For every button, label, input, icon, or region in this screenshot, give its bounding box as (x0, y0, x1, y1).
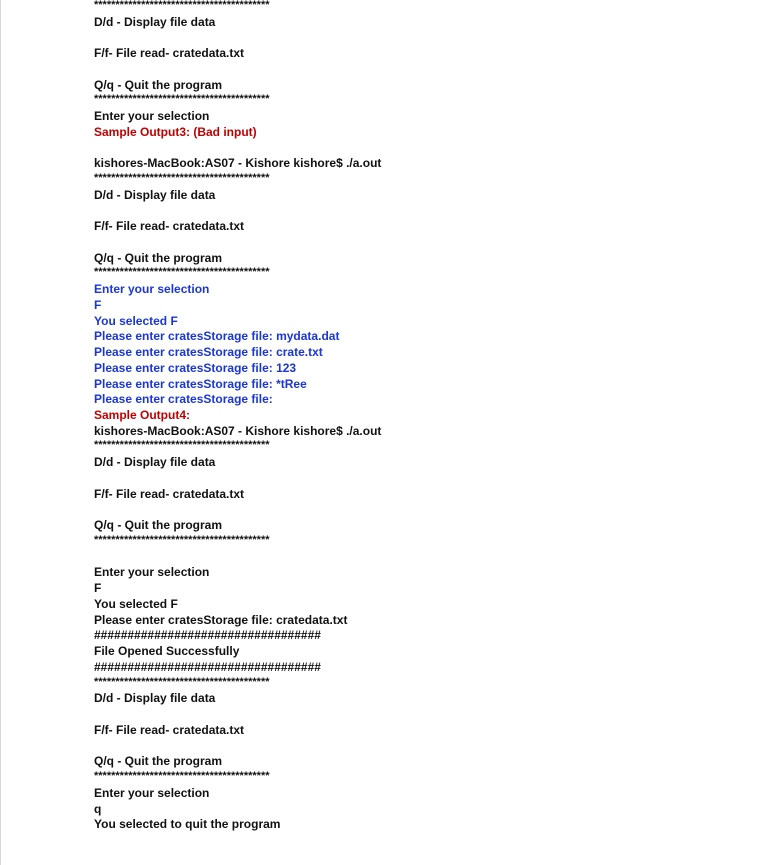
separator-line: ***************************************** (94, 172, 270, 184)
output-line: Please enter cratesStorage file: mydata.dat (94, 329, 340, 343)
menu-item-file-read: F/f- File read- cratedata.txt (94, 219, 245, 233)
separator-line: ***************************************** (94, 93, 270, 105)
output-line: You selected to quit the program (94, 817, 281, 831)
menu-item-display: D/d - Display file data (94, 691, 216, 705)
terminal-command: kishores-MacBook:AS07 - Kishore kishore$ ./a.out (94, 156, 382, 170)
hash-separator: ################################## (94, 628, 321, 642)
output-line: You selected F (94, 597, 178, 611)
output-line: You selected F (94, 314, 178, 328)
output-line: Please enter cratesStorage file: cratedata.txt (94, 613, 348, 627)
output-line: Please enter cratesStorage file: (94, 392, 273, 406)
separator-line: ***************************************** (94, 439, 270, 451)
separator-line: ***************************************** (94, 676, 270, 688)
menu-item-quit: Q/q - Quit the program (94, 518, 222, 532)
separator-line: ***************************************** (94, 770, 270, 782)
separator-line: ***************************************** (94, 534, 270, 546)
hash-separator: ################################## (94, 660, 321, 674)
menu-item-quit: Q/q - Quit the program (94, 251, 222, 265)
user-input: F (94, 581, 102, 595)
output-line: Please enter cratesStorage file: *tRee (94, 377, 307, 391)
prompt-line: Enter your selection (94, 565, 210, 579)
section-heading: Sample Output4: (94, 408, 191, 422)
menu-item-display: D/d - Display file data (94, 188, 216, 202)
menu-item-file-read: F/f- File read- cratedata.txt (94, 723, 245, 737)
terminal-command: kishores-MacBook:AS07 - Kishore kishore$ ./a.out (94, 424, 382, 438)
prompt-line: Enter your selection (94, 282, 210, 296)
user-input: F (94, 298, 102, 312)
output-line: Please enter cratesStorage file: 123 (94, 361, 297, 375)
status-message: File Opened Successfully (94, 644, 240, 658)
menu-item-display: D/d - Display file data (94, 15, 216, 29)
prompt-line: Enter your selection (94, 109, 210, 123)
menu-item-file-read: F/f- File read- cratedata.txt (94, 46, 245, 60)
menu-item-quit: Q/q - Quit the program (94, 78, 222, 92)
menu-item-file-read: F/f- File read- cratedata.txt (94, 487, 245, 501)
output-line: Please enter cratesStorage file: crate.txt (94, 345, 323, 359)
menu-item-display: D/d - Display file data (94, 455, 216, 469)
user-input: q (94, 802, 102, 816)
prompt-line: Enter your selection (94, 786, 210, 800)
section-heading: Sample Output3: (Bad input) (94, 125, 257, 139)
separator-line: ***************************************** (94, 266, 270, 278)
separator-line: ***************************************** (94, 0, 270, 11)
menu-item-quit: Q/q - Quit the program (94, 754, 222, 768)
